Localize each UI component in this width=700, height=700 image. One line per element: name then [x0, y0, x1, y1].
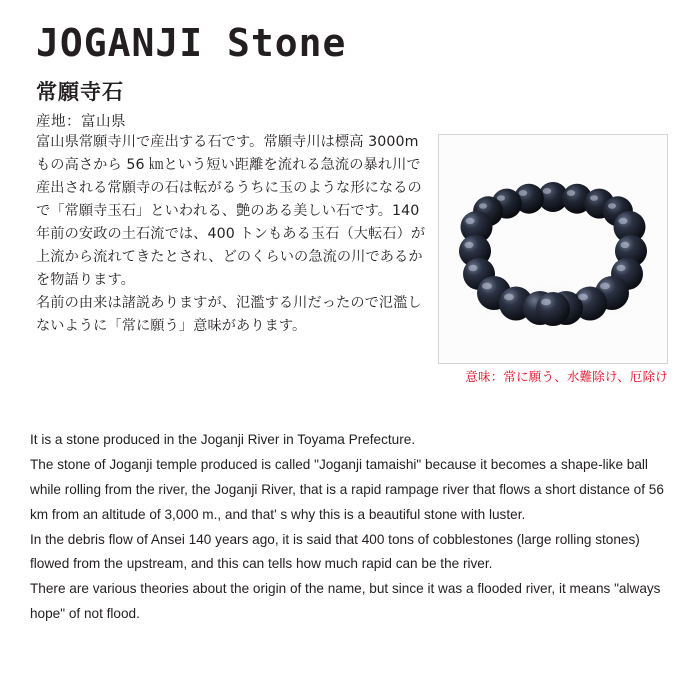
product-image-frame — [438, 134, 668, 364]
english-line-4: There are various theories about the origin of the name, but since it was a flooded river, it means "always hope" of not flood. — [30, 581, 661, 622]
bracelet-image — [439, 135, 667, 363]
page-title-japanese: 常願寺石 — [36, 80, 124, 104]
origin-label: 産地：富山県 — [36, 114, 126, 130]
english-line-1: It is a stone produced in the Joganji River in Toyama Prefecture. — [30, 432, 416, 447]
english-line-2: The stone of Joganji temple produced is called "Joganji tamaishi" because it becomes a shape-like ball while rolling from the river, the Joganji River, that is a rapid rampage river that flows a short distance of 56 km from an altitude of 3,000 m., and that' s why this is a beautiful stone with luster. — [30, 456, 664, 522]
page-title: JOGANJI Stone — [36, 21, 347, 65]
japanese-paragraph-2: 名前の由来は諸説ありますが、氾濫する川だったので氾濫しないように「常に願う」意味があります。 — [36, 295, 422, 334]
japanese-paragraph-1: 富山県常願寺川で産出する石です。常願寺川は標高 3000m もの高さから 56 ㎞という短い距離を流れる急流の暴れ川で産出される常願寺の石は転がるうちに玉のような形になるので「常願寺玉石」といわれる、艶のある美しい石です。140 年前の安政の土石流では、400 トンもある玉石（大転石）が上流から流れてきたとされ、どのくらいの急流の川であるかを物語ります。 — [36, 134, 426, 288]
image-caption: 意味：常に願う、水難除け、厄除け — [465, 369, 668, 384]
english-line-3: In the debris flow of Ansei 140 years ago, it is said that 400 tons of cobblestones (large rolling stones) flowed from the upstream, and this can tells how much rapid can be the river. — [30, 531, 640, 572]
japanese-description — [36, 131, 431, 338]
english-description — [30, 428, 680, 627]
